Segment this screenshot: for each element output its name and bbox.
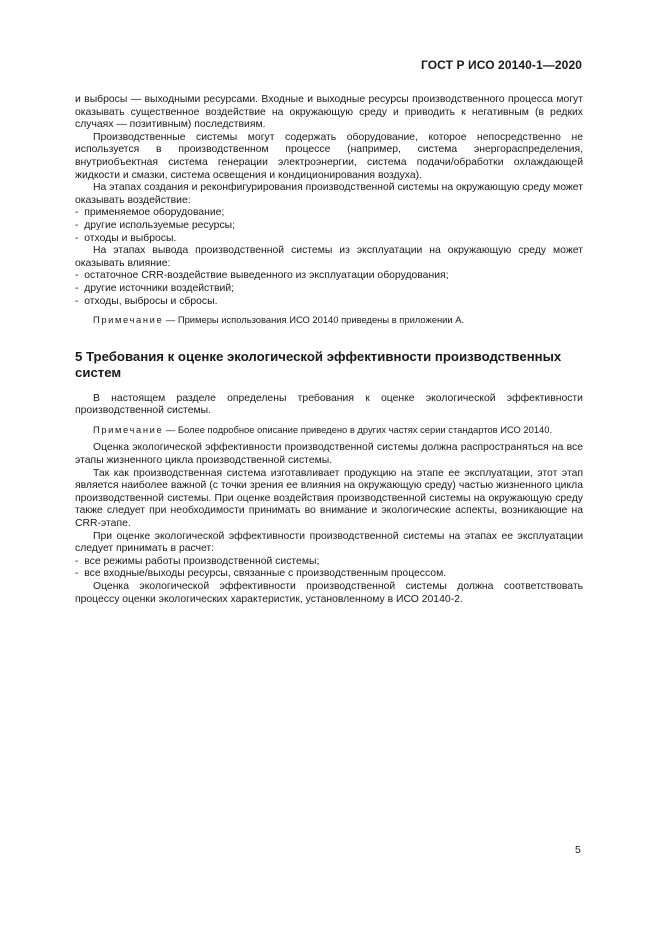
list-item: - применяемое оборудование; (75, 207, 583, 220)
paragraph: На этапах вывода производственной системы из эксплуатации на окружающую среду может оказывать влияние: (75, 245, 583, 269)
note-label: Примечание (93, 314, 164, 326)
list-item: - остаточное CRR-воздействие выведенного из эксплуатации оборудования; (75, 270, 583, 283)
note-label: Примечание (93, 423, 164, 435)
paragraph: Оценка экологической эффективности производственной системы должна соответствовать процессу оценки экологических характеристик, установленному в ИСО 20140-2. (75, 581, 583, 605)
paragraph: Так как производственная система изготавливает продукцию на этапе ее эксплуатации, этот этап является наиболее важной (с точки зрения ее влияния на окружающую среду) частью жизненного цикла производственной системы. При оценке воздействия производственной системы на окружающую среду также следует при необходимости принимать во внимание и экологические аспекты, возникающие на CRR-этапе. (75, 467, 583, 530)
bullet-list-decommission (75, 270, 583, 308)
page-number: 5 (575, 844, 581, 856)
paragraph: Оценка экологической эффективности производственной системы должна распространяться на все этапы жизненного цикла производственной системы. (75, 442, 583, 467)
bullet-list-operation (75, 556, 583, 581)
paragraph: Производственные системы могут содержать оборудование, которое непосредственно не используется в производственном процессе (например, система энергораспределения, внутриобъектная система генерации электроэнергии, система подачи/обработки охлаждающей жидкости и смазки, система освещения и кондиционирования воздуха). (75, 131, 583, 181)
list-item: - другие используемые ресурсы; (75, 220, 583, 233)
paragraph: В настоящем разделе определены требования к оценке экологической эффективности производственной системы. (75, 392, 583, 417)
note-text: — Примеры использования ИСО 20140 приведены в приложении А. (163, 314, 465, 326)
list-item: - другие источники воздействий; (75, 283, 583, 296)
note (75, 314, 583, 327)
paragraph: При оценке экологической эффективности производственной системы на этапах ее эксплуатации следует принимать в расчет: (75, 530, 583, 555)
section-heading: 5 Требования к оценке экологической эффективности производственных систем (75, 348, 562, 380)
list-item: - все входные/выходы ресурсы, связанные с производственным процессом. (75, 568, 583, 581)
paragraph: На этапах создания и реконфигурирования производственной системы на окружающую среду может оказывать воздействие: (75, 182, 583, 206)
note (75, 424, 583, 437)
list-item: - отходы и выбросы. (75, 233, 583, 246)
list-item: - отходы, выбросы и сбросы. (75, 296, 583, 309)
document-header: ГОСТ Р ИСО 20140-1—2020 (420, 58, 582, 72)
note-text: — Более подробное описание приведено в других частях серии стандартов ИСО 20140. (163, 423, 553, 435)
paragraph: и выбросы — выходными ресурсами. Входные и выходные ресурсы производственного процесса могут оказывать существенное воздействие на окружающую среду и приводить к негативным (в редких случаях — позитивным) последствиям. (75, 94, 583, 131)
page-body (75, 94, 583, 606)
list-item: - все режимы работы производственной системы; (75, 556, 583, 569)
bullet-list-creation (75, 207, 583, 245)
